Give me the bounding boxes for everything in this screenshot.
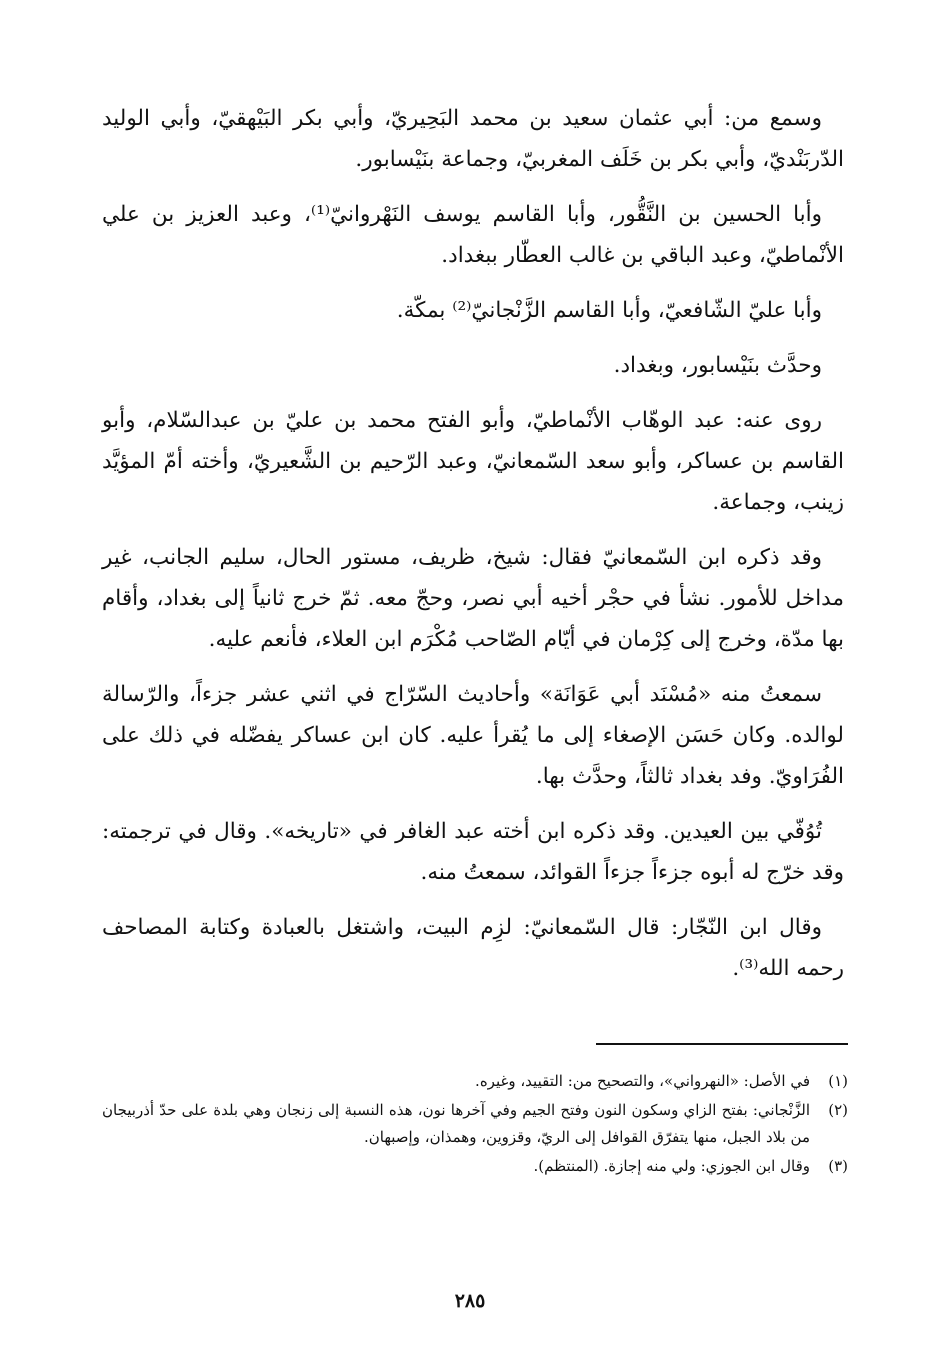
footnote-item (102, 1097, 848, 1151)
paragraph-heard-musnad: سمعتُ منه «مُسْنَد أبي عَوَانَة» وأحاديث السّرّاج في اثني عشر جزءاً، والرّسالة لوالده. وكان حَسَن الإصغاء إلى ما يُقرأ عليه. كان ابن عساكر يفضّله في ذلك على الفُرَاويّ. وفد بغداد ثالثاً، وحدَّث بها. (102, 682, 844, 789)
paragraph-samani-description: وقد ذكره ابن السّمعانيّ فقال: شيخ، ظريف، مستور الحال، سليم الجانب، غير مداخل للأمور. نشأ في حجْر أخيه أبي نصر، وحجّ معه. ثمّ خرج ثانياً إلى بغداد، وأقام بها مدّة، وخرج إلى كِرْمان في أيّام الصّاحب مُكْرَم ابن العلاء، فأنعم عليه. (102, 545, 844, 652)
paragraph-ibn-najjar: وقال ابن النّجّار: قال السّمعانيّ: لزِم البيت، واشتغل بالعبادة وكتابة المصاحف رحمه الله⁽³⁾. (102, 915, 844, 981)
paragraph-baghdad-teachers: وأبا الحسين بن النَّقُّور، وأبا القاسم يوسف النَهْروانيّ⁽¹⁾، وعبد العزيز بن علي الأنْماطيّ، وعبد الباقي بن غالب العطّار ببغداد. (102, 202, 844, 268)
footnote-number: (٢) (828, 1101, 848, 1119)
footnotes (102, 1068, 848, 1182)
paragraph-heard-from: وسمع من: أبي عثمان سعيد بن محمد البَحِيريّ، وأبي بكر البَيْهقيّ، وأبي الوليد الدّربَنْديّ، وأبي بكر بن خَلَف المغربيّ، وجماعة بنَيْسابور. (102, 106, 844, 172)
footnote-item (102, 1068, 848, 1095)
footnote-text: وقال ابن الجوزي: ولي منه إجازة. (المنتظم). (533, 1157, 810, 1175)
footnote-text: في الأصل: «النهرواني»، والتصحيح من: التقييد، وغيره. (475, 1072, 810, 1090)
footnote-number: (١) (828, 1072, 848, 1090)
footnote-separator (596, 1043, 848, 1045)
footnote-text: الزَّنْجاني: بفتح الزاي وسكون النون وفتح الجيم وفي آخرها نون، هذه النسبة إلى زنجان وهي بلدة على حدّ أذربيجان من بلاد الجبل، منها يتفرّق القوافل إلى الريّ، وقزوين، وهمذان، وإصبهان. (102, 1101, 810, 1146)
page-number: ٢٨٥ (454, 1290, 486, 1312)
paragraph-makkah-teachers: وأبا عليّ الشّافعيّ، وأبا القاسم الزَّنْجانيّ⁽²⁾ بمكّة. (396, 298, 822, 323)
footnote-item (102, 1153, 848, 1180)
paragraph-death: تُوُفّي بين العيدين. وقد ذكره ابن أخته عبد الغافر في «تاريخه». وقال في ترجمته: وقد خرّج له أبوه جزءاً جزءاً القوائد، سمعتُ منه. (102, 819, 844, 885)
footnote-number: (٣) (828, 1157, 848, 1175)
paragraph-narrators: روى عنه: عبد الوهّاب الأنْماطيّ، وأبو الفتح محمد بن عليّ بن عبدالسّلام، وأبو القاسم بن عساكر، وأبو سعد السّمعانيّ، وعبد الرّحيم بن الشَّعيريّ، وأخته أمّ المؤيَّد زينب، وجماعة. (102, 408, 844, 515)
main-text (102, 98, 844, 1003)
paragraph-narrated-in: وحدَّث بنَيْسابور، وبغداد. (613, 353, 822, 378)
